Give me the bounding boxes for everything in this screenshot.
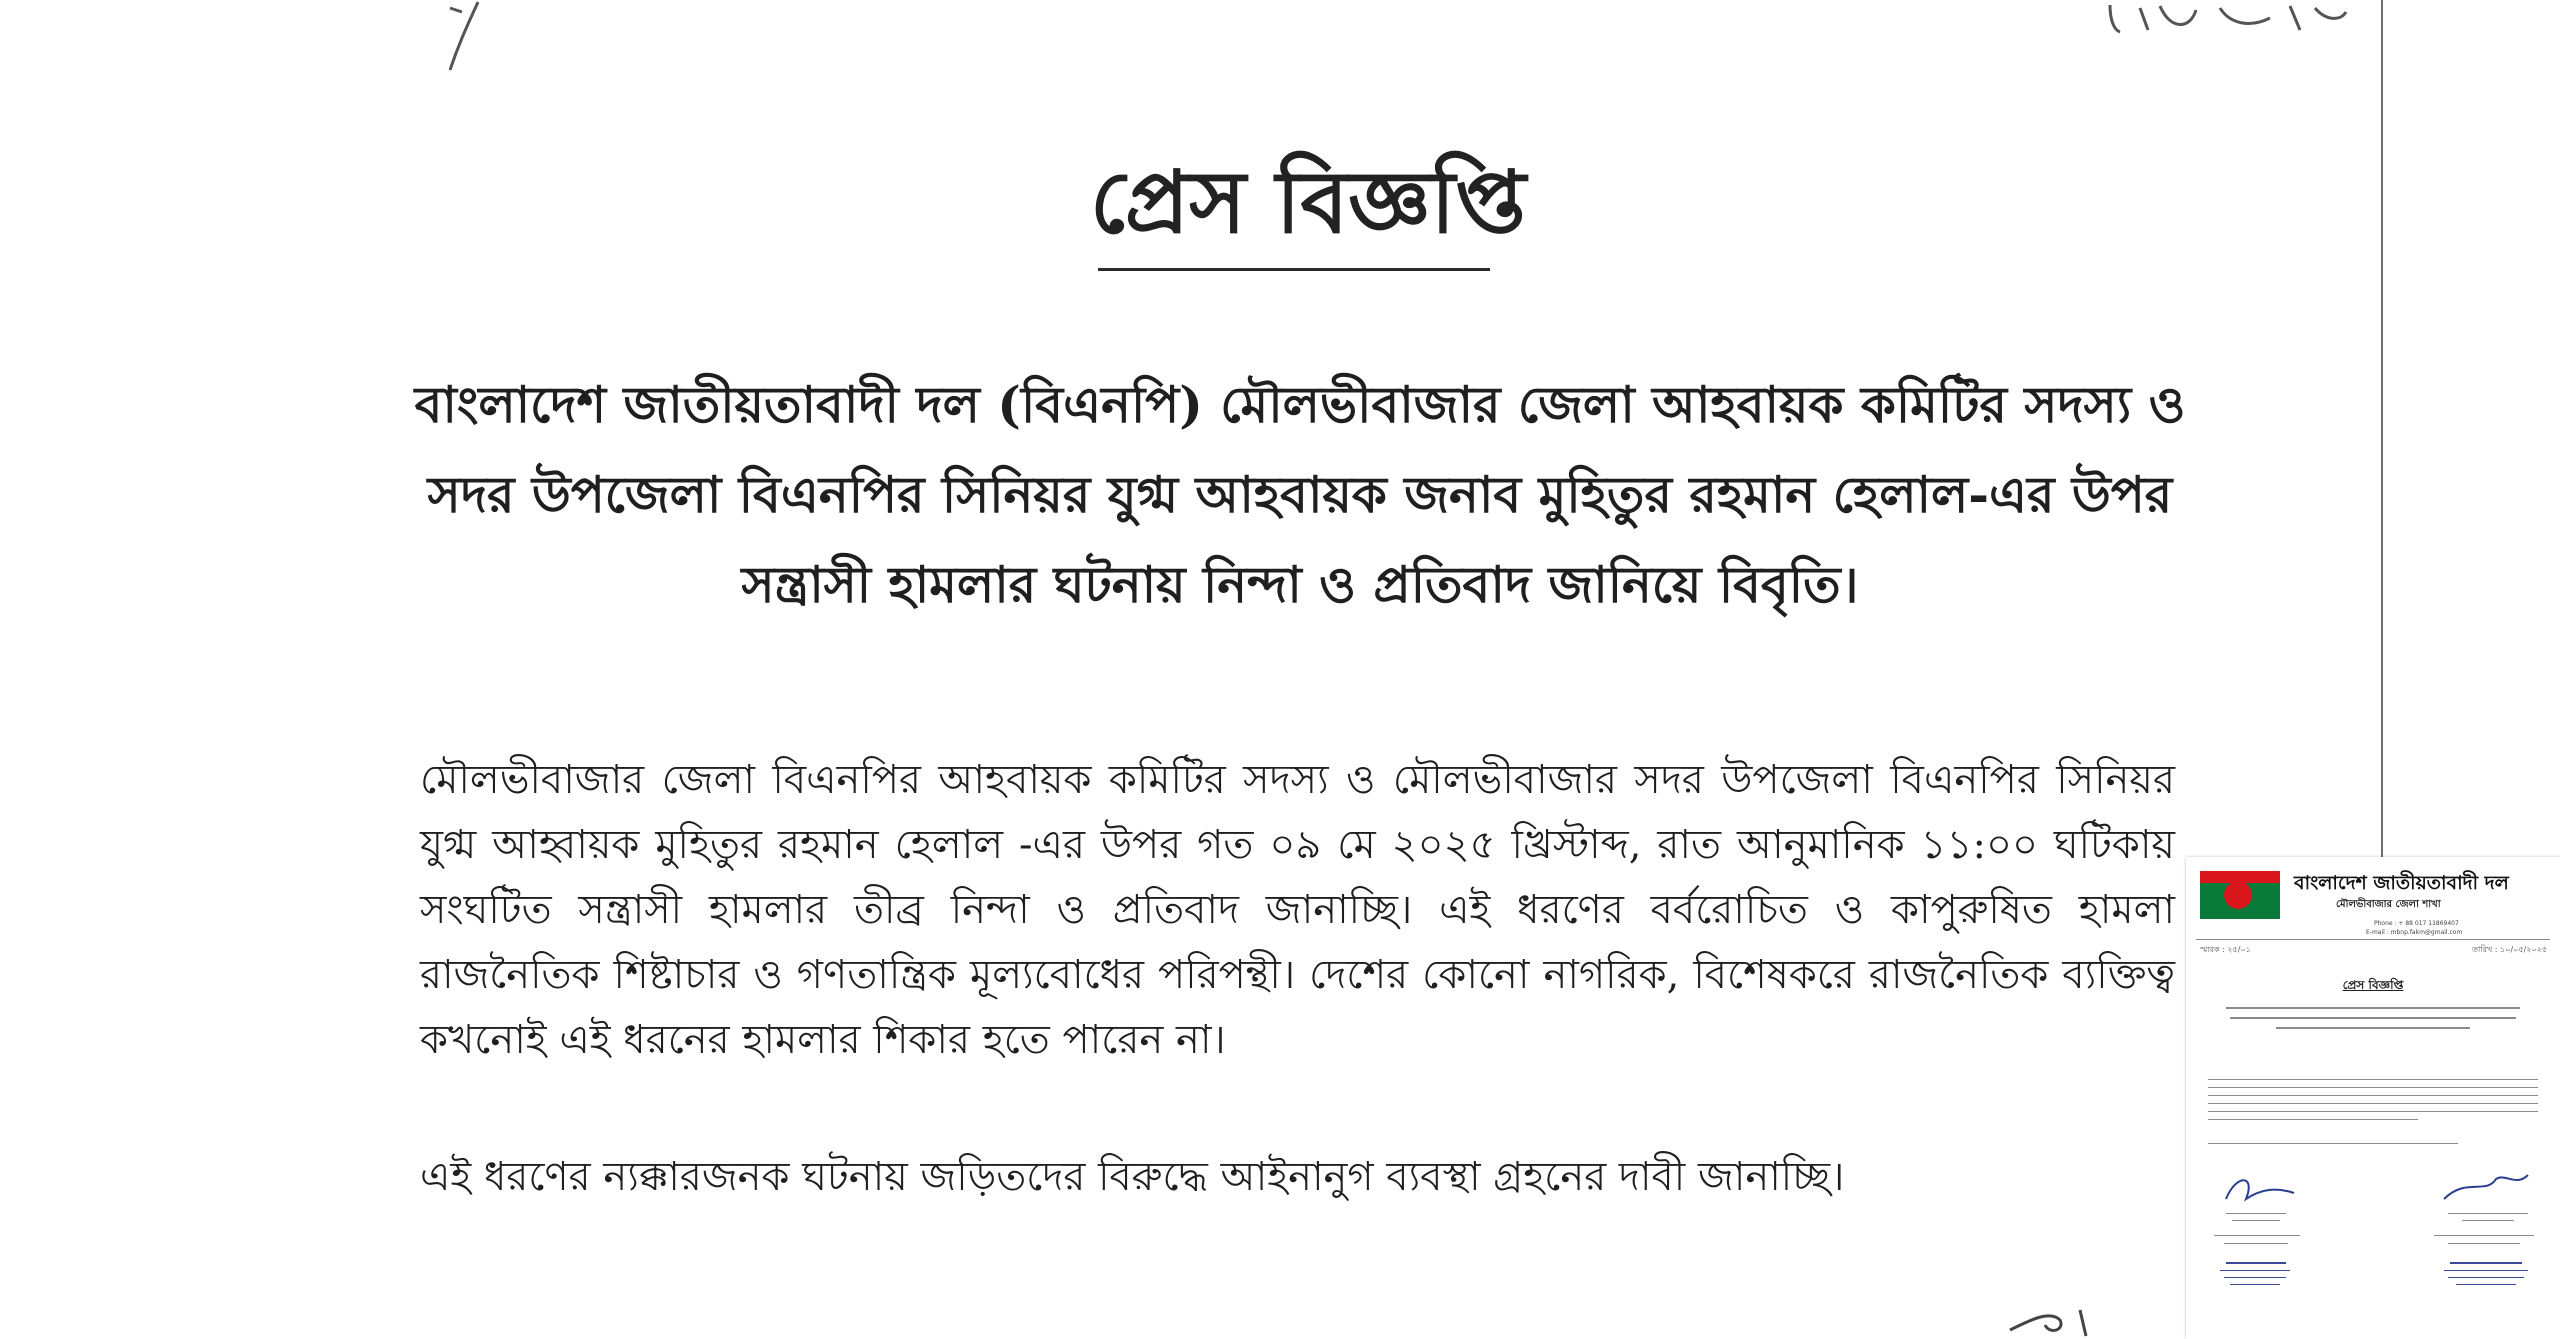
thumb-signature-right <box>2436 1167 2536 1207</box>
thumb-org-name: বাংলাদেশ জাতীয়তাবাদী দল <box>2294 872 2509 894</box>
body-paragraph-2: এই ধরণের ন্যক্কারজনক ঘটনায় জড়িতদের বিরুদ্ধে আইনানুগ ব্যবস্থা গ্রহনের দাবী জানাচ্ছি। <box>420 1154 1845 1200</box>
signature-fragment-bottom <box>1990 1300 2110 1339</box>
bnp-flag-logo <box>2200 871 2280 919</box>
page-edge <box>2381 0 2383 860</box>
thumb-ref: স্মারক : ২৫/০১ <box>2200 945 2251 954</box>
handwritten-mark-top-left <box>430 0 510 75</box>
title-underline <box>1098 268 1490 271</box>
thumb-title: প্রেস বিজ্ঞপ্তি <box>2342 978 2404 992</box>
body-paragraph-1: মৌলভীবাজার জেলা বিএনপির আহবায়ক কমিটির সদস্য ও মৌলভীবাজার সদর উপজেলা বিএনপির সিনিয়র যুগ্ম আহ্বায়ক মুহিতুর রহমান হেলাল -এর উপর গত ০৯ মে ২০২৫ খ্রিস্টাব্দ, রাত আনুমানিক ১১:০০ ঘটিকায় সংঘটিত সন্ত্রাসী হামলার তীব্র নিন্দা ও প্রতিবাদ জানাচ্ছি। এই ধরণের বর্বরোচিত ও কাপুরুষিত হামলা রাজনৈতিক শিষ্টাচার ও গণতান্ত্রিক মূল্যবোধের পরিপন্থী। দেশের কোনো নাগরিক, বিশেষকরে রাজনৈতিক ব্যক্তিত্ব কখনোই এই ধরনের হামলার শিকার হতে পারেন না। <box>420 757 2175 1063</box>
thumb-date: তারিখ : ১০/০৫/২০২৫ <box>2472 945 2548 954</box>
thumb-header-rule <box>2196 939 2550 940</box>
document-title: প্রেস বিজ্ঞপ্তি <box>1090 152 1526 253</box>
letter-thumbnail <box>2186 857 2560 1339</box>
thumb-email: E-mail : mbnp.fakm@gmail.com <box>2366 929 2463 936</box>
thumb-branch: মৌলভীবাজার জেলা শাখা <box>2336 899 2441 910</box>
thumb-phone: Phone : + 88 017 11869407 <box>2374 920 2459 927</box>
document-subject: বাংলাদেশ জাতীয়তাবাদী দল (বিএনপি) মৌলভীবাজার জেলা আহবায়ক কমিটির সদস্য ও সদর উপজেলা বিএনপির সিনিয়র যুগ্ম আহবায়ক জনাব মুহিতুর রহমান হেলাল-এর উপর সন্ত্রাসী হামলার ঘটনায় নিন্দা ও প্রতিবাদ জানিয়ে বিবৃতি। <box>414 375 2186 614</box>
handwritten-mark-top-right <box>2100 0 2350 40</box>
thumb-signature-left <box>2216 1169 2306 1209</box>
